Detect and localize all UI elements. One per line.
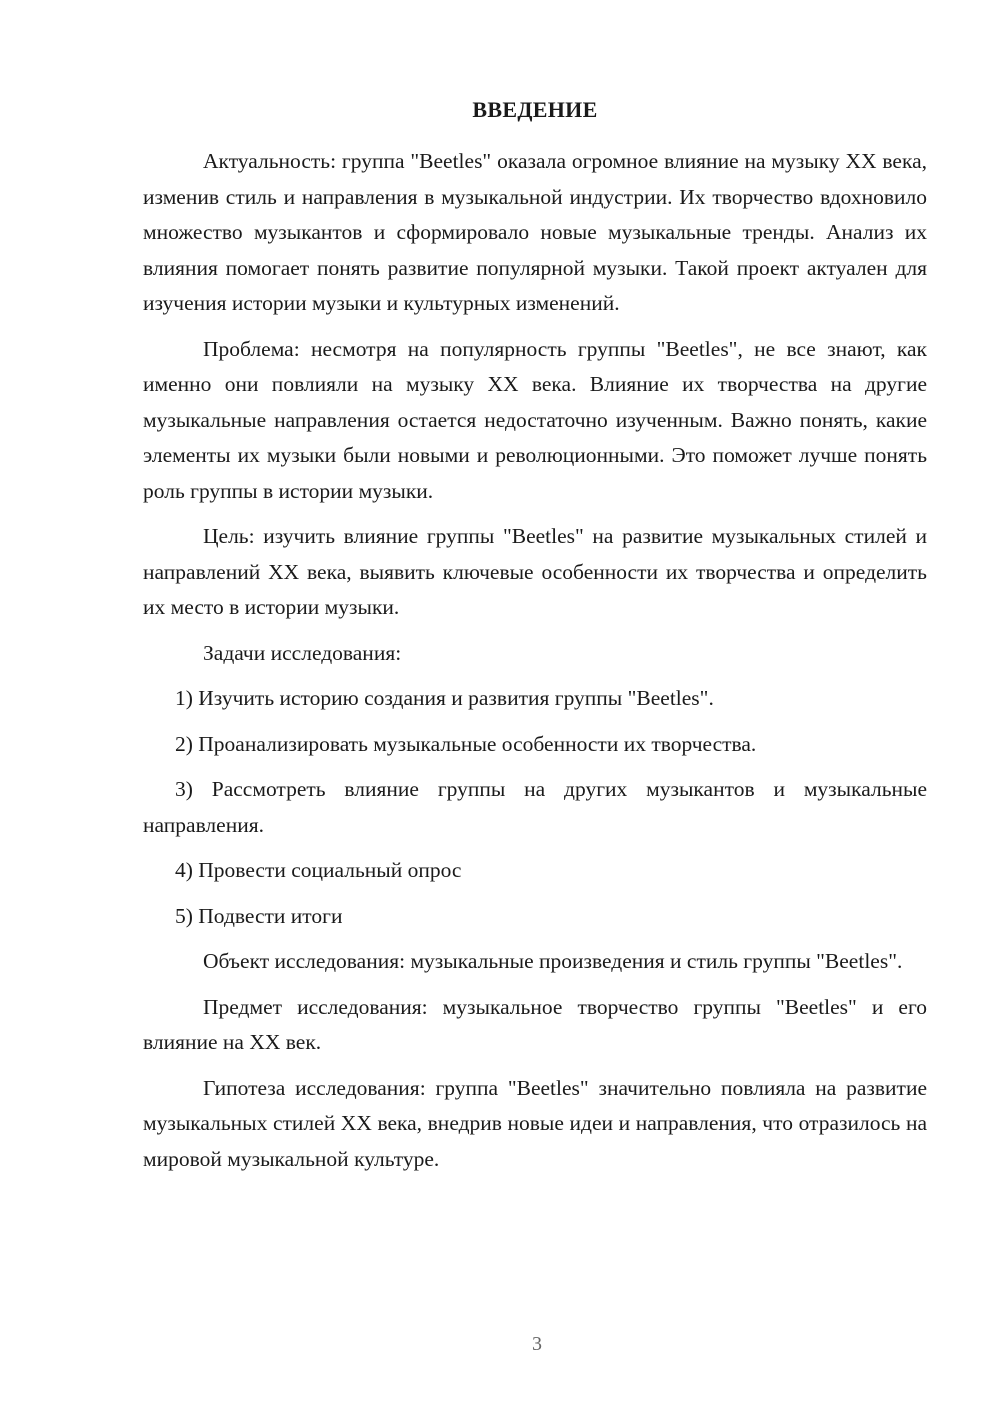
problem-paragraph: Проблема: несмотря на популярность группы "Beetles", не все знают, как именно они повлияли на музыку XX века. Влияние их творчества на другие музыкальные направления остается недостаточно изученным. Важно понять, какие элементы их музыки были новыми и революционными. Это поможет лучше понять роль группы в истории музыки. xyxy=(143,336,927,503)
subject-paragraph: Предмет исследования: музыкальное творчество группы "Beetles" и его влияние на XX век. xyxy=(143,994,927,1054)
object-paragraph: Объект исследования: музыкальные произведения и стиль группы "Beetles". xyxy=(203,949,903,973)
task-item-2: 2) Проанализировать музыкальные особенности их творчества. xyxy=(175,731,757,756)
hypothesis-paragraph: Гипотеза исследования: группа "Beetles" значительно повлияла на развитие музыкальных стилей XX века, внедрив новые идеи и направления, что отразилось на мировой музыкальной культуре. xyxy=(143,1075,927,1171)
relevance-paragraph: Актуальность: группа "Beetles" оказала огромное влияние на музыку XX века, изменив стиль и направления в музыкальной индустрии. Их творчество вдохновило множество музыкантов и сформировало новые музыкальные тренды. Анализ их влияния помогает понять развитие популярной музыки. Такой проект актуален для изучения истории музыки и культурных изменений. xyxy=(143,149,927,315)
page-number: 3 xyxy=(532,1333,542,1355)
document-page xyxy=(143,94,927,1187)
task-item-4: 4) Провести социальный опрос xyxy=(175,858,462,882)
task-item-1: 1) Изучить историю создания и развития группы "Beetles". xyxy=(175,686,714,710)
section-heading: ВВЕДЕНИЕ xyxy=(472,97,598,122)
task-item-5: 5) Подвести итоги xyxy=(175,903,343,928)
goal-paragraph: Цель: изучить влияние группы "Beetles" на развитие музыкальных стилей и направлений XX века, выявить ключевые особенности их творчества и определить их место в истории музыки. xyxy=(143,524,927,619)
tasks-title: Задачи исследования: xyxy=(203,640,402,665)
task-item-3: 3) Рассмотреть влияние группы на других музыкантов и музыкальные направления. xyxy=(143,777,927,837)
